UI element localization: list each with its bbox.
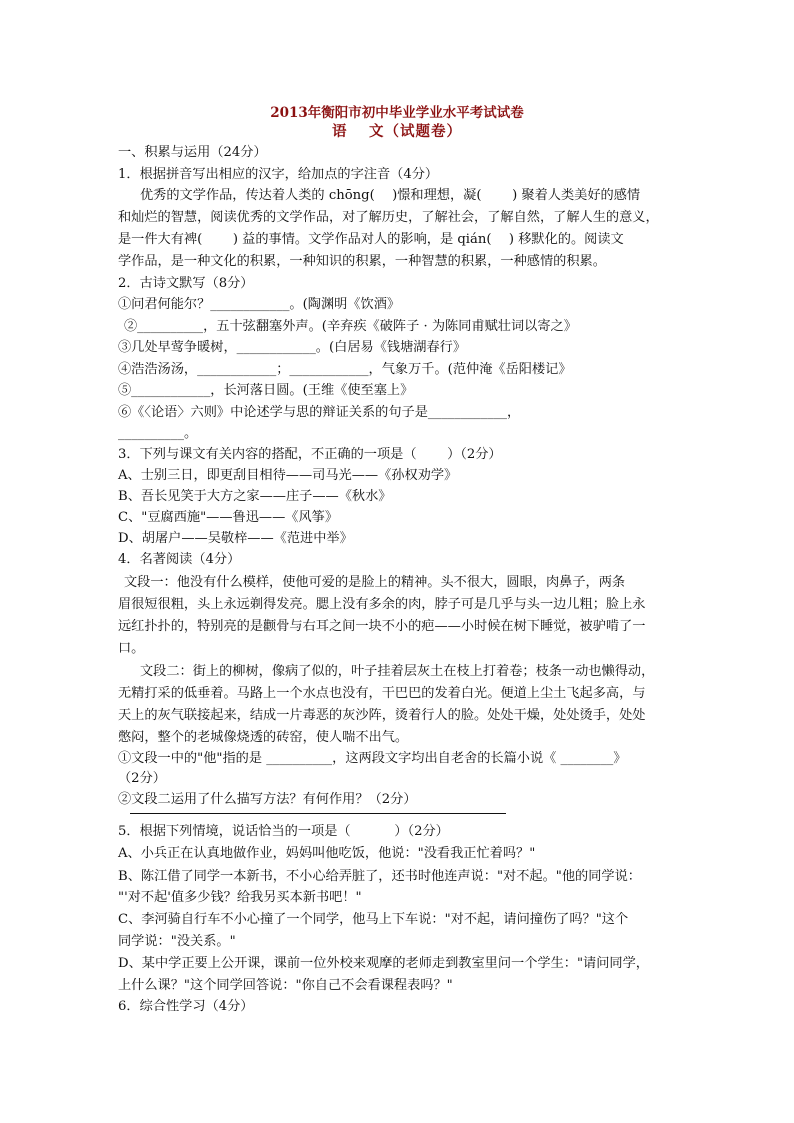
q4-subquestion-1: ①文段一中的"他"指的是 __________，这两段文字均出自老舍的长篇小说《 ________》	[118, 751, 627, 766]
question-5-heading: 5．根据下列情境，说话恰当的一项是（ ）（2分）	[118, 824, 449, 839]
q5-option-b-continuation: "'对不起'值多少钱？给我另买本新书吧！"	[118, 890, 362, 905]
q2-item: ④浩浩汤汤，____________；____________，气象万千。(范仲淹《岳阳楼记》	[118, 362, 572, 377]
q2-item-continuation: __________。	[118, 426, 198, 441]
answer-line	[130, 813, 506, 814]
passage-2-line: 憋闷，整个的老城像烧透的砖窑，使人喘不出气。	[118, 730, 409, 745]
q3-option-d: D、胡屠户——吴敬梓——《范进中举》	[118, 531, 353, 546]
q2-item: ①问君何能尔？____________。(陶渊明《饮酒》	[118, 297, 401, 312]
q2-item: ②__________，五十弦翻塞外声。(辛弃疾《破阵子 · 为陈同甫赋壮词以寄之》	[124, 319, 577, 334]
question-6-heading: 6．综合性学习（4分）	[118, 999, 254, 1014]
q3-option-b: B、吾长见笑于大方之家——庄子——《秋水》	[118, 489, 392, 504]
exam-title: 2013年衡阳市初中毕业学业水平考试试卷	[270, 105, 524, 121]
q2-item: ③几处早莺争暖树，____________。(白居易《钱塘湖春行》	[118, 340, 467, 355]
q2-item: ⑤____________，长河落日圆。(王维《使至塞上》	[118, 383, 414, 398]
section-heading: 一、积累与运用（24分）	[118, 145, 267, 160]
q1-paragraph-line: 优秀的文学作品，传达着人类的 chōng( )憬和理想，凝( ) 聚着人类美好的感情	[140, 188, 641, 203]
passage-1-line: 眉很短很粗，头上永远剃得发亮。腮上没有多余的肉，脖子可是几乎与头一边儿粗；脸上永	[118, 597, 646, 612]
q5-option-d-continuation: 上什么课？"这个同学回答说："你自己不会看课程表吗？"	[118, 978, 453, 993]
q5-option-b: B、陈江借了同学一本新书，不小心给弄脏了，还书时他连声说："对不起。"他的同学说：	[118, 869, 641, 884]
q3-option-c: C、"豆腐西施"——鲁迅——《风筝》	[118, 510, 339, 525]
passage-1-line: 口。	[118, 641, 145, 656]
passage-1-line: 远红扑扑的，特别亮的是颧骨与右耳之间一块不小的疤——小时候在树下睡觉，被驴啃了一	[118, 619, 646, 634]
q1-paragraph-line: 是一件大有裨( ) 益的事情。文学作品对人的影响，是 qián( ) 移默化的。阅读文	[118, 232, 624, 247]
q5-option-d: D、某中学正要上公开课，课前一位外校来观摩的老师走到教室里问一个学生："请问同学，	[118, 956, 649, 971]
passage-2-line: 文段二：街上的柳树，像病了似的，叶子挂着层灰土在枝上打着卷；枝条一动也懒得动，	[140, 664, 655, 679]
q5-option-a: A、小兵正在认真地做作业，妈妈叫他吃饭，他说："没看我正忙着吗？"	[118, 846, 536, 861]
passage-1-line: 文段一：他没有什么模样，使他可爱的是脸上的精神。头不很大，圆眼，肉鼻子，两条	[124, 575, 626, 590]
q1-paragraph-line: 学作品，是一种文化的积累，一种知识的积累，一种智慧的积累，一种感情的积累。	[118, 254, 606, 269]
question-2-heading: 2．古诗文默写（8分）	[118, 276, 254, 291]
q4-subquestion-1-score: （2分）	[118, 771, 166, 786]
passage-2-line: 无精打采的低垂着。马路上一个水点也没有，干巴巴的发着白光。便道上尘土飞起多高，与	[118, 686, 646, 701]
q4-subquestion-2: ②文段二运用了什么描写方法？有何作用？（2分）	[118, 792, 417, 807]
question-3-heading: 3．下列与课文有关内容的搭配，不正确的一项是（ ）（2分）	[118, 447, 502, 462]
q5-option-c-continuation: 同学说："没关系。"	[118, 934, 236, 949]
q2-item: ⑥《〈论语〉六则》中论述学与思的辩证关系的句子是____________，	[118, 405, 521, 420]
question-4-heading: 4．名著阅读（4分）	[118, 552, 241, 567]
q5-option-c: C、李河骑自行车不小心撞了一个同学，他马上下车说："对不起，请问撞伤了吗？"这个	[118, 912, 629, 927]
q3-option-a: A、士别三日，即更刮目相待——司马光——《孙权劝学》	[118, 468, 458, 483]
question-1-heading: 1．根据拼音写出相应的汉字，给加点的字注音（4分）	[118, 167, 439, 182]
q1-paragraph-line: 和灿烂的智慧，阅读优秀的文学作品，对了解历史，了解社会，了解自然，了解人生的意义，	[118, 210, 659, 225]
passage-2-line: 天上的灰气联接起来，结成一片毒恶的灰沙阵，烫着行人的脸。处处干燥，处处烫手，处处	[118, 708, 646, 723]
exam-subtitle: 语 文（试题卷）	[331, 123, 463, 140]
